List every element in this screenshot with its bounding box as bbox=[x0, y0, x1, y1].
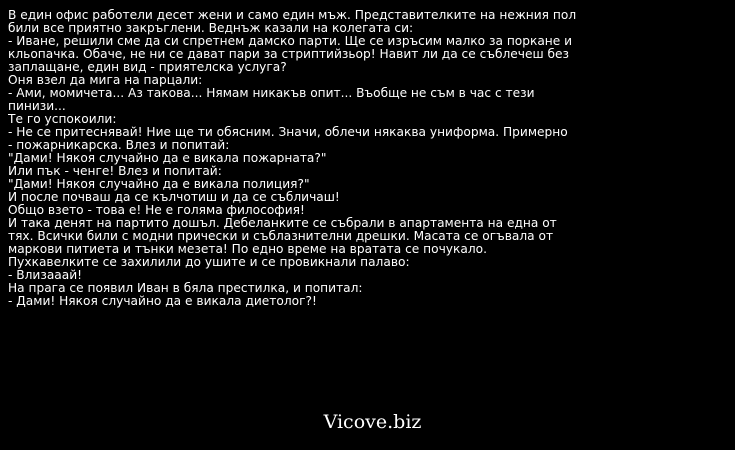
text-line: заплащане, един вид - приятелска услуга? bbox=[8, 61, 287, 74]
text-line: - Иване, решили сме да си спретнем дамско парти. Ще се изръсим малко за поркане и bbox=[8, 35, 573, 48]
text-line: - пожарникарска. Влез и попитай: bbox=[8, 139, 230, 152]
text-line: пинизи... bbox=[8, 100, 66, 113]
text-line: тях. Всички били с модни прически и съблазнителни дрешки. Масата се огъвала от bbox=[8, 230, 554, 243]
text-line: И после почваш да се кълчотиш и да се събличаш! bbox=[8, 191, 340, 204]
text-line: "Дами! Някоя случайно да е викала полиция?" bbox=[8, 178, 310, 191]
text-line: Общо взето - това е! Не е голяма философия! bbox=[8, 204, 305, 217]
text-line: Оня взел да мига на парцали: bbox=[8, 74, 203, 87]
text-line: кльопачка. Обаче, не ни се дават пари за стриптийзьор! Навит ли да се съблечеш без bbox=[8, 48, 569, 61]
text-line: - Ами, момичета... Аз такова... Нямам никакъв опит... Въобще не съм в час с тези bbox=[8, 87, 535, 100]
text-line: В един офис работели десет жени и само един мъж. Представителките на нежния пол bbox=[8, 9, 577, 22]
text-line: И така денят на партито дошъл. Дебеланките се събрали в апартамента на една от bbox=[8, 217, 557, 230]
joke-text bbox=[8, 9, 730, 308]
text-line: били все приятно закръглени. Веднъж казали на колегата си: bbox=[8, 22, 414, 35]
text-line: "Дами! Някоя случайно да е викала пожарната?" bbox=[8, 152, 327, 165]
text-line: - Дами! Някоя случайно да е викала диетолог?! bbox=[8, 295, 317, 308]
site-watermark: Vicove.biz bbox=[323, 411, 422, 433]
text-line: маркови питиета и тънки мезета! По едно време на вратата се почукало. bbox=[8, 243, 487, 256]
text-line: На прага се появил Иван в бяла престилка, и попитал: bbox=[8, 282, 363, 295]
text-line: Или пък - ченге! Влез и попитай: bbox=[8, 165, 222, 178]
text-line: - Не се притеснявай! Ние ще ти обясним. Значи, облечи някаква униформа. Примерно bbox=[8, 126, 568, 139]
text-line: Те го успокоили: bbox=[8, 113, 117, 126]
text-line: - Влизааай! bbox=[8, 269, 83, 282]
text-line: Пухкавелките се захилили до ушите и се провикнали палаво: bbox=[8, 256, 410, 269]
